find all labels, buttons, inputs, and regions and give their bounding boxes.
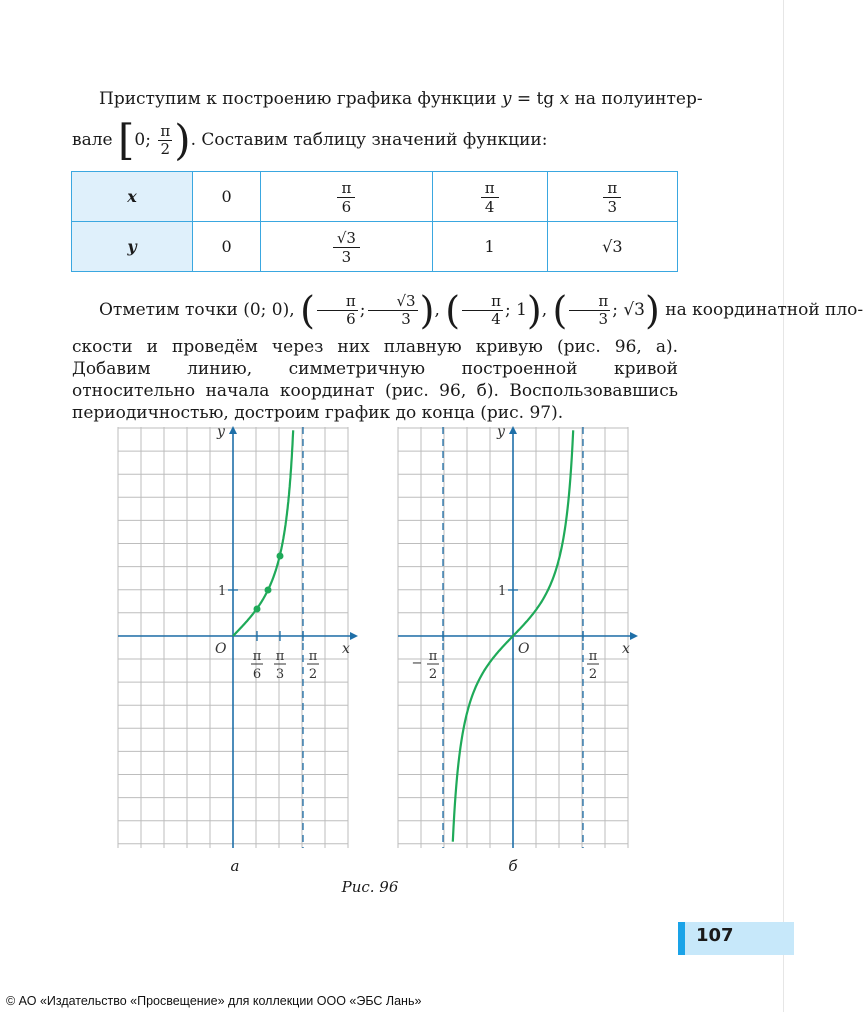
x1-num: π	[337, 179, 355, 198]
pi3-num: π	[275, 649, 285, 664]
tan-curve-a	[233, 430, 293, 636]
formula-y: y	[501, 89, 512, 109]
pi2-den: 2	[308, 667, 318, 682]
values-table	[71, 171, 678, 272]
points-text-rest: скости и проведём через них плавную кривую (рис. 96, а). Добавим линию, симметричную построенной кривой относительно начала координат (рис. 96, б). Воспользовавшись периодичностью, достроим график до конца (рис. 97).	[72, 337, 678, 423]
table-cell-x3	[547, 172, 677, 222]
p2-x-num: π	[462, 293, 503, 311]
x-label-a: x	[342, 641, 350, 657]
p1-y-fraction	[368, 293, 418, 328]
y3-value: √3	[602, 237, 623, 256]
y0-value: 0	[221, 237, 232, 256]
p2-x-den: 4	[491, 310, 501, 328]
y-arrow-b	[509, 426, 517, 434]
p1-y-den: 3	[401, 310, 411, 328]
x1-den: 6	[341, 197, 352, 216]
x2-fraction	[481, 179, 499, 216]
x-label-b: x	[622, 641, 630, 657]
paren-open-3: (	[552, 288, 568, 333]
tick-label-minus-pi2	[412, 649, 439, 682]
minus-sign: −	[411, 656, 423, 671]
one-label-b: 1	[498, 584, 507, 599]
pi2b-den: 2	[588, 667, 598, 682]
figure-a	[110, 424, 360, 854]
intro-text-start: Приступим к построению графика функции	[99, 89, 497, 109]
formula-eq: = tg	[511, 89, 560, 109]
x3-den: 3	[607, 197, 618, 216]
pi6-num: π	[252, 649, 262, 664]
y1-fraction	[333, 229, 360, 266]
table-cell-x1	[261, 172, 432, 222]
paren-close-1: )	[419, 288, 435, 333]
table-head-x: x	[72, 172, 193, 222]
paren-close-3: )	[645, 288, 660, 333]
tick-label-pi6	[251, 649, 263, 682]
intro-line2-start: вале	[72, 130, 113, 150]
pi2-num: π	[308, 649, 318, 664]
table-head-y: y	[72, 222, 193, 272]
x2-den: 4	[484, 197, 495, 216]
x3-num: π	[603, 179, 621, 198]
x-arrow-a	[350, 632, 358, 640]
y-label-b: y	[497, 424, 505, 440]
y1-num: √3	[333, 229, 360, 248]
formula-x: x	[559, 89, 570, 109]
intro-line-1	[72, 88, 703, 110]
paragraph-intro	[72, 88, 703, 165]
points-line-1	[72, 288, 863, 333]
tick-label-pi3	[274, 649, 286, 682]
intro-text-end: на полуинтер-	[569, 89, 703, 109]
page-number: 107	[696, 925, 734, 946]
point-pi6	[254, 606, 261, 613]
table-row-y	[72, 222, 678, 272]
x1-fraction	[337, 179, 355, 216]
p2-sep: ; 1	[504, 300, 527, 320]
point-pi4	[265, 587, 272, 594]
pi6-den: 6	[252, 667, 262, 682]
p1-x-fraction	[317, 293, 358, 328]
x3-fraction	[603, 179, 621, 216]
origin-b: O	[518, 641, 530, 657]
p3-x-fraction	[569, 293, 610, 328]
figure-caption: Рис. 96	[341, 878, 399, 896]
comma-2: ,	[541, 300, 548, 320]
copyright-notice: © АО «Издательство «Просвещение» для коллекции ООО «ЭБС Лань»	[6, 994, 422, 1008]
figure-a-sublabel: а	[230, 857, 240, 875]
p3-sep: ; √3	[612, 300, 645, 320]
pi3-den: 3	[275, 667, 285, 682]
tick-label-pi2	[307, 649, 319, 682]
pi2b-num: π	[588, 649, 598, 664]
table-cell-x2	[432, 172, 547, 222]
interval-fraction	[158, 123, 172, 158]
interval-den: 2	[160, 140, 171, 158]
points-text-start: Отметим точки (0; 0),	[99, 300, 295, 320]
table-cell-x0	[193, 172, 261, 222]
table-cell-y1	[261, 222, 432, 272]
one-label-a: 1	[218, 584, 227, 599]
y-arrow-a	[229, 426, 237, 434]
minus-pi2-num: π	[428, 649, 438, 664]
table-row-x	[72, 172, 678, 222]
p2-x-fraction	[462, 293, 503, 328]
x0-value: 0	[221, 187, 232, 206]
origin-a: O	[215, 641, 227, 657]
point-pi3	[277, 553, 284, 560]
tick-label-pi2-b	[587, 649, 599, 682]
table-cell-y2	[432, 222, 547, 272]
y2-value: 1	[484, 237, 495, 256]
p3-x-den: 3	[598, 310, 609, 328]
page-number-accent	[678, 922, 685, 955]
paren-close-2: )	[526, 288, 542, 333]
paren-open-1: (	[300, 288, 315, 333]
table-cell-y3	[547, 222, 677, 272]
p1-sep: ;	[359, 300, 366, 320]
minus-pi2-den: 2	[428, 667, 438, 682]
p3-x-num: π	[569, 293, 610, 311]
y1-den: 3	[341, 247, 352, 266]
intro-line-2	[72, 115, 678, 165]
p1-y-num: √3	[368, 293, 418, 311]
paragraph-points	[72, 288, 863, 333]
y-label-a: y	[217, 424, 225, 440]
bracket-left: [	[117, 115, 135, 165]
points-text-end: на координатной пло-	[665, 300, 863, 320]
figure-b-sublabel: б	[508, 857, 518, 875]
intro-line2-end: . Составим таблицу значений функции:	[190, 130, 548, 150]
interval-num: π	[160, 122, 171, 140]
table-cell-y0	[193, 222, 261, 272]
paren-open-2: (	[445, 288, 461, 333]
x-arrow-b	[630, 632, 638, 640]
comma-1: ,	[434, 300, 440, 320]
p1-x-num: π	[317, 293, 358, 311]
x2-num: π	[481, 179, 499, 198]
interval-left: 0;	[134, 130, 151, 150]
p1-x-den: 6	[346, 310, 356, 328]
figure-b	[390, 424, 640, 854]
bracket-right: )	[174, 115, 191, 165]
